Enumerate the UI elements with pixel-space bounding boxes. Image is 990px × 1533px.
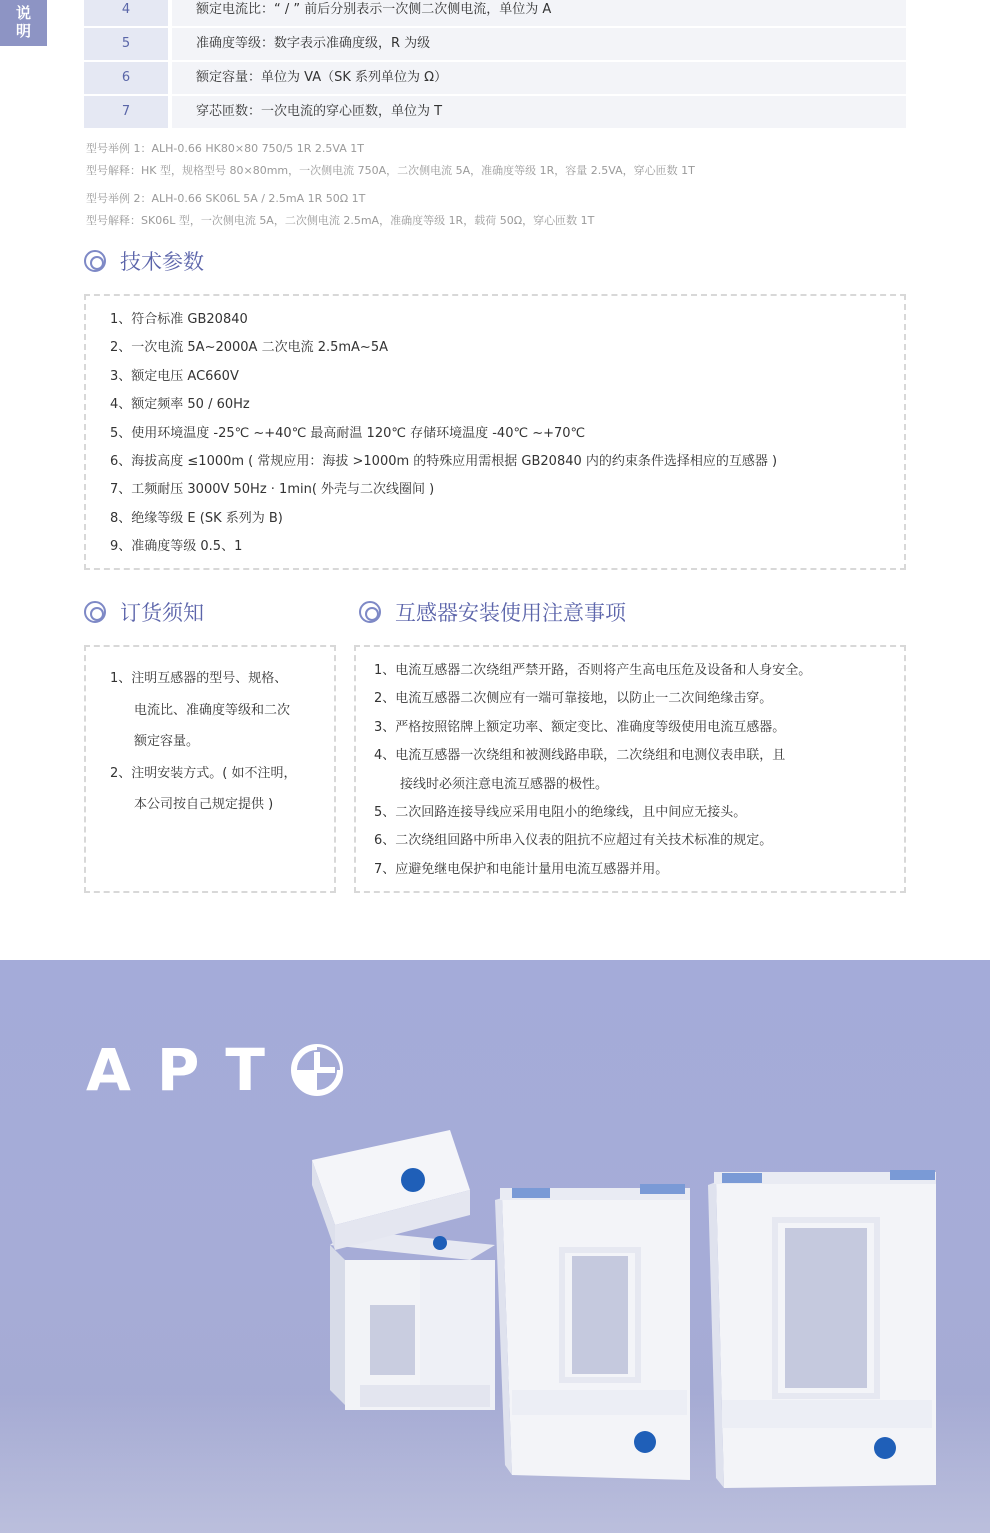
definition-table (84, 0, 906, 130)
notes-heading (359, 597, 626, 627)
param-line: 3、额定电压 AC660V (110, 368, 239, 384)
row-text: 额定容量：单位为 VA（SK 系列单位为 Ω） (172, 62, 906, 94)
note-line: 6、二次绕组回路中所串入仪表的阻抗不应超过有关技术标准的规定。 (374, 833, 773, 849)
note-line: 2、电流互感器二次侧应有一端可靠接地，以防止一二次间绝缘击穿。 (374, 691, 773, 707)
ring-icon (84, 250, 106, 272)
order-line: 额定容量。 (134, 734, 200, 749)
note-line: 7、应避免继电保护和电能计量用电流互感器并用。 (374, 861, 669, 877)
note-line: 4、电流互感器一次绕组和被测线路串联，二次绕组和电测仪表串联，且 (374, 748, 786, 764)
param-line: 5、使用环境温度 -25℃ ~+40℃ 最高耐温 120℃ 存储环境温度 -40℃ ~+70℃ (110, 425, 586, 441)
note-line: 5、二次回路连接导线应采用电阻小的绝缘线，且中间应无接头。 (374, 805, 747, 821)
note-line: 3、严格按照铭牌上额定功率、额定变比、准确度等级使用电流互感器。 (374, 719, 786, 735)
model-examples (86, 138, 695, 232)
row-number: 6 (84, 62, 168, 94)
definition-row (84, 96, 906, 130)
ring-icon (359, 601, 381, 623)
order-line: 1、注明互感器的型号、规格、 (110, 671, 288, 686)
order-box (84, 645, 336, 893)
tech-params-title: 技术参数 (120, 250, 204, 274)
window-transformer-large (708, 1170, 936, 1488)
note-line: 接线时必须注意电流互感器的极性。 (400, 776, 609, 792)
split-core-transformer (312, 1130, 495, 1410)
example-2: 型号举例 2：ALH-0.66 SK06L 5A / 2.5mA 1R 50Ω 1T (86, 192, 366, 205)
definition-row (84, 0, 906, 28)
order-line: 电流比、准确度等级和二次 (134, 702, 291, 718)
ring-icon (84, 601, 106, 623)
order-line: 2、注明安装方式。( 如不注明， (110, 765, 297, 781)
definition-row (84, 28, 906, 62)
param-line: 8、绝缘等级 E (SK 系列为 B) (110, 510, 283, 526)
row-text: 额定电流比：“ / ” 前后分别表示一次侧二次侧电流，单位为 A (172, 0, 906, 26)
tech-params-heading (84, 246, 204, 276)
example-1-explanation: 型号解释：HK 型，规格型号 80×80mm，一次侧电流 750A，二次侧电流 5A，准确度等级 1R，容量 2.5VA，穿心匝数 1T (86, 164, 695, 177)
logo-letter: P (156, 1036, 200, 1104)
param-line: 9、准确度等级 0.5、1 (110, 539, 243, 555)
order-heading (84, 597, 204, 627)
notes-box (354, 645, 906, 893)
tech-params-box (84, 294, 906, 570)
row-text: 穿芯匝数：一次电流的穿心匝数，单位为 T (172, 96, 906, 128)
param-line: 4、额定频率 50 / 60Hz (110, 397, 250, 413)
order-title: 订货须知 (120, 601, 204, 625)
row-text: 准确度等级：数字表示准确度级，R 为级 (172, 28, 906, 60)
window-transformer-medium (495, 1184, 690, 1480)
logo-letter: T (225, 1036, 265, 1104)
order-line: 本公司按自己规定提供 ) (134, 797, 274, 812)
param-line: 1、符合标准 GB20840 (110, 312, 248, 327)
product-banner (0, 960, 990, 1533)
row-number: 4 (84, 0, 168, 26)
example-2-explanation: 型号解释：SK06L 型，一次侧电流 5A，二次侧电流 2.5mA，准确度等级 1R，载荷 50Ω，穿心匝数 1T (86, 214, 595, 227)
param-line: 2、一次电流 5A~2000A 二次电流 2.5mA~5A (110, 340, 388, 356)
row-number: 7 (84, 96, 168, 128)
row-number: 5 (84, 28, 168, 60)
side-tab: 说 明 (0, 0, 47, 46)
definition-row (84, 62, 906, 96)
note-line: 1、电流互感器二次绕组严禁开路，否则将产生高电压危及设备和人身安全。 (374, 663, 812, 678)
transformer-products-illustration (0, 960, 990, 1533)
notes-title: 互感器安装使用注意事项 (395, 601, 626, 625)
param-line: 7、工频耐压 3000V 50Hz · 1min( 外壳与二次线圈间 ) (110, 482, 435, 498)
param-line: 6、海拔高度 ≤1000m ( 常规应用：海拔 >1000m 的特殊应用需根据 GB20840 内的约束条件选择相应的互感器 ) (110, 453, 778, 469)
example-1: 型号举例 1：ALH-0.66 HK80×80 750/5 1R 2.5VA 1T (86, 142, 364, 155)
logo-letter: A (86, 1036, 131, 1104)
